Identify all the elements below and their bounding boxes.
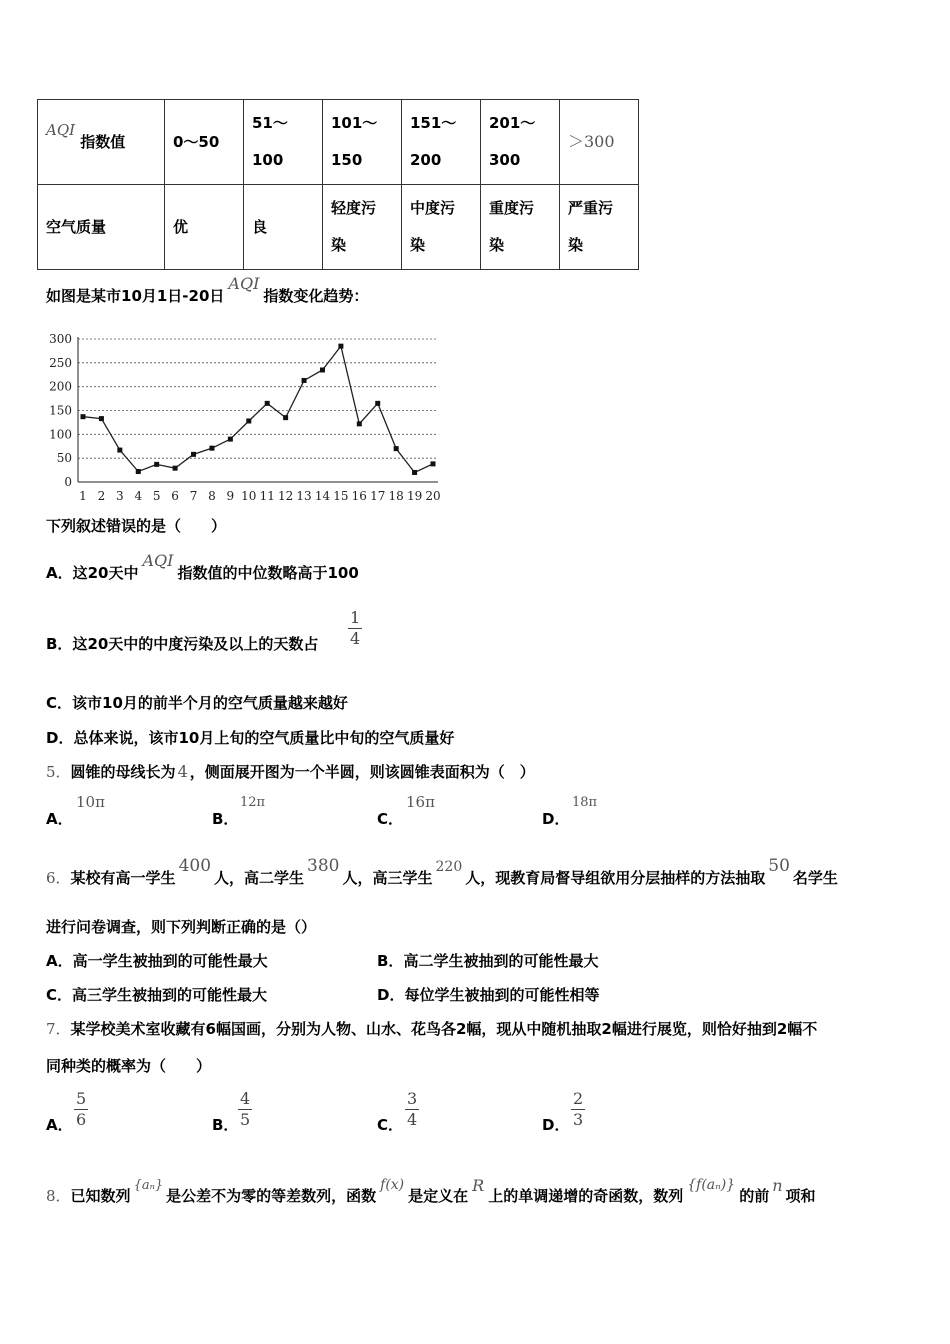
question-number: 8． bbox=[46, 1187, 71, 1205]
table-cell bbox=[402, 100, 481, 185]
question-text: 是公差不为零的等差数列，函数 bbox=[166, 1187, 377, 1205]
question-text: 项和 bbox=[785, 1187, 816, 1205]
y-tick-label: 200 bbox=[49, 379, 72, 394]
table-row bbox=[38, 185, 639, 270]
option-letter: B． bbox=[46, 635, 73, 653]
cell-text: ＞300 bbox=[568, 132, 615, 151]
y-tick-label: 0 bbox=[64, 475, 72, 489]
data-point bbox=[357, 421, 362, 426]
data-point bbox=[99, 416, 104, 421]
cell-text: 201～300 bbox=[489, 114, 536, 169]
data-point bbox=[431, 461, 436, 466]
question-text: 是定义在 bbox=[408, 1187, 469, 1205]
data-point bbox=[228, 437, 233, 442]
question-text: 某学校美术室收藏有6幅国画，分别为人物、山水、花鸟各2幅，现从中随机抽取2幅进行展览，则恰好抽到2幅不 bbox=[70, 1020, 818, 1038]
option-b bbox=[377, 950, 598, 971]
table-cell: 0～50 bbox=[165, 100, 244, 185]
x-tick-label: 15 bbox=[333, 489, 349, 503]
table-cell bbox=[38, 100, 165, 185]
option-c bbox=[46, 692, 348, 713]
data-point bbox=[191, 452, 196, 457]
y-tick-label: 100 bbox=[49, 427, 72, 442]
cell-text: 151～200 bbox=[410, 114, 457, 169]
data-point bbox=[154, 462, 159, 467]
series-line bbox=[83, 346, 433, 472]
x-tick-label: 10 bbox=[241, 489, 257, 503]
option-c bbox=[46, 984, 267, 1005]
option-a bbox=[46, 808, 73, 829]
x-tick-label: 14 bbox=[314, 489, 331, 503]
x-tick-label: 1 bbox=[79, 489, 87, 503]
question-text: 某校有高一学生 bbox=[70, 869, 176, 887]
option-letter: C． bbox=[46, 694, 73, 712]
data-point bbox=[375, 401, 380, 406]
option-text: 高三学生被抽到的可能性最大 bbox=[72, 986, 268, 1004]
table-cell bbox=[560, 100, 639, 185]
cell-text: 101～150 bbox=[331, 114, 378, 169]
table-cell bbox=[402, 185, 481, 270]
math-value: n bbox=[772, 1176, 783, 1195]
math-aqi: AQI bbox=[142, 551, 174, 570]
option-letter: D． bbox=[542, 810, 570, 828]
data-point bbox=[173, 466, 178, 471]
question-5 bbox=[46, 761, 535, 782]
option-d bbox=[377, 984, 599, 1005]
chart-intro bbox=[46, 274, 369, 306]
table-row bbox=[38, 100, 639, 185]
option-d bbox=[542, 1114, 569, 1135]
x-tick-label: 20 bbox=[425, 489, 441, 503]
question-text: 同种类的概率为（ ） bbox=[46, 1057, 212, 1075]
intro-text: 如图是某市10月1日-20日 bbox=[46, 287, 225, 305]
data-point bbox=[136, 469, 141, 474]
x-tick-label: 3 bbox=[116, 489, 124, 503]
option-text: 高一学生被抽到的可能性最大 bbox=[72, 952, 268, 970]
data-point bbox=[246, 418, 251, 423]
option-letter: C． bbox=[46, 986, 73, 1004]
data-point bbox=[338, 344, 343, 349]
option-letter: C． bbox=[377, 1116, 404, 1134]
math-value: R bbox=[472, 1176, 485, 1195]
table-cell: 良 bbox=[244, 185, 323, 270]
option-value: 10π bbox=[76, 793, 105, 811]
x-tick-label: 7 bbox=[189, 489, 198, 503]
question-number: 5． bbox=[46, 763, 71, 781]
table-cell bbox=[323, 185, 402, 270]
data-point bbox=[265, 401, 270, 406]
question-text: 人，现教育局督导组欲用分层抽样的方法抽取 bbox=[465, 869, 766, 887]
option-letter: A． bbox=[46, 952, 73, 970]
option-b bbox=[212, 808, 238, 829]
fraction bbox=[405, 1089, 419, 1130]
option-value: 12π bbox=[240, 795, 266, 810]
fraction-denominator: 4 bbox=[350, 629, 361, 648]
option-value: 18π bbox=[572, 795, 598, 810]
table-cell: 空气质量 bbox=[38, 185, 165, 270]
option-d bbox=[46, 727, 454, 748]
aqi-table bbox=[37, 99, 639, 270]
y-tick-label: 50 bbox=[56, 451, 72, 466]
option-value: 16π bbox=[406, 793, 435, 811]
fraction-denominator: 5 bbox=[240, 1110, 251, 1129]
table-cell-label: 指数值 bbox=[80, 132, 126, 151]
option-c bbox=[377, 1114, 403, 1135]
question-text: 名学生 bbox=[792, 869, 838, 887]
x-tick-label: 2 bbox=[97, 489, 106, 503]
option-letter: A． bbox=[46, 564, 73, 582]
data-point bbox=[412, 470, 417, 475]
math-value: 50 bbox=[768, 856, 790, 876]
x-tick-label: 16 bbox=[351, 489, 367, 503]
table-cell: 51～100 bbox=[244, 100, 323, 185]
option-letter: B． bbox=[377, 952, 404, 970]
option-b bbox=[46, 633, 318, 654]
option-a bbox=[46, 1114, 73, 1135]
option-letter: D． bbox=[542, 1116, 570, 1134]
x-tick-label: 18 bbox=[388, 489, 404, 503]
x-tick-label: 8 bbox=[208, 489, 216, 503]
option-text: 这20天中 bbox=[72, 564, 139, 582]
fraction-numerator: 3 bbox=[407, 1089, 418, 1108]
question-text: 进行问卷调查，则下列判断正确的是（） bbox=[46, 918, 317, 936]
option-letter: A． bbox=[46, 810, 73, 828]
option-letter: B． bbox=[212, 1116, 239, 1134]
fraction-numerator: 2 bbox=[573, 1089, 584, 1108]
data-point bbox=[283, 415, 288, 420]
math-value: 400 bbox=[178, 856, 212, 876]
option-b bbox=[212, 1114, 238, 1135]
question-text: ，侧面展开图为一个半圆，则该圆锥表面积为（ ） bbox=[189, 763, 535, 781]
cell-text: 轻度污染 bbox=[331, 199, 377, 254]
fraction bbox=[74, 1089, 88, 1130]
fraction-denominator: 6 bbox=[76, 1110, 87, 1129]
cell-text: 重度污染 bbox=[489, 199, 535, 254]
x-tick-label: 4 bbox=[134, 489, 143, 503]
option-text: 总体来说，该市10月上旬的空气质量比中旬的空气质量好 bbox=[73, 729, 455, 747]
cell-text: 严重污染 bbox=[568, 199, 614, 254]
x-tick-label: 6 bbox=[171, 489, 179, 503]
question-text: 已知数列 bbox=[70, 1187, 131, 1205]
question-text: 上的单调递增的奇函数，数列 bbox=[488, 1187, 684, 1205]
question-7 bbox=[46, 1018, 817, 1039]
math-value: 220 bbox=[435, 859, 463, 875]
option-text: 该市10月的前半个月的空气质量越来越好 bbox=[72, 694, 348, 712]
data-point bbox=[302, 378, 307, 383]
math-value: 380 bbox=[307, 856, 340, 876]
option-letter: D． bbox=[377, 986, 405, 1004]
fraction-numerator: 1 bbox=[350, 608, 361, 627]
y-tick-label: 150 bbox=[49, 403, 72, 418]
option-letter: A． bbox=[46, 1116, 73, 1134]
fraction bbox=[238, 1089, 252, 1130]
option-text: 每位学生被抽到的可能性相等 bbox=[404, 986, 600, 1004]
question-text: 人，高三学生 bbox=[342, 869, 433, 887]
question-text: 圆锥的母线长为 bbox=[70, 763, 176, 781]
intro-text: 指数变化趋势： bbox=[263, 287, 369, 305]
x-tick-label: 13 bbox=[296, 489, 312, 503]
math-value: {f(aₙ)} bbox=[687, 1177, 736, 1193]
fraction-denominator: 4 bbox=[407, 1110, 418, 1129]
math-aqi: AQI bbox=[46, 120, 76, 139]
question-text: 人，高二学生 bbox=[214, 869, 305, 887]
data-point bbox=[320, 367, 325, 372]
x-tick-label: 17 bbox=[370, 489, 386, 503]
table-cell bbox=[481, 185, 560, 270]
data-point bbox=[117, 448, 122, 453]
option-letter: C． bbox=[377, 810, 404, 828]
table-cell bbox=[323, 100, 402, 185]
fraction bbox=[348, 608, 362, 649]
fraction bbox=[571, 1089, 585, 1130]
option-a bbox=[46, 551, 359, 583]
table-cell bbox=[560, 185, 639, 270]
option-letter: B． bbox=[212, 810, 239, 828]
table-cell: 优 bbox=[165, 185, 244, 270]
fraction-denominator: 3 bbox=[573, 1110, 584, 1129]
x-tick-label: 5 bbox=[152, 489, 161, 503]
y-tick-label: 300 bbox=[49, 332, 72, 346]
data-point bbox=[209, 446, 214, 451]
table-cell bbox=[481, 100, 560, 185]
cell-text: 中度污染 bbox=[410, 199, 456, 254]
x-tick-label: 11 bbox=[259, 489, 275, 503]
aqi-line-chart bbox=[44, 329, 444, 504]
math-value: f(x) bbox=[380, 1177, 405, 1193]
question-text: 的前 bbox=[739, 1187, 770, 1205]
question-number: 6． bbox=[46, 869, 71, 887]
option-letter: D． bbox=[46, 729, 74, 747]
x-tick-label: 19 bbox=[406, 489, 423, 503]
data-point bbox=[394, 446, 399, 451]
math-value: 4 bbox=[177, 762, 188, 781]
question-6 bbox=[46, 856, 838, 888]
fraction-numerator: 4 bbox=[240, 1089, 251, 1108]
question-stem: 下列叙述错误的是（ ） bbox=[46, 517, 227, 535]
data-point bbox=[81, 414, 86, 419]
option-text: 指数值的中位数略高于100 bbox=[177, 564, 359, 582]
math-value: {aₙ} bbox=[133, 1178, 164, 1193]
option-text: 高二学生被抽到的可能性最大 bbox=[403, 952, 599, 970]
option-c bbox=[377, 808, 403, 829]
option-a bbox=[46, 950, 268, 971]
math-aqi: AQI bbox=[228, 274, 260, 293]
fraction-numerator: 5 bbox=[76, 1089, 87, 1108]
question-number: 7． bbox=[46, 1020, 71, 1038]
option-text: 这20天中的中度污染及以上的天数占 bbox=[72, 635, 319, 653]
option-d bbox=[542, 808, 569, 829]
question-8 bbox=[46, 1176, 816, 1206]
x-tick-label: 12 bbox=[277, 489, 294, 503]
x-tick-label: 9 bbox=[226, 489, 235, 503]
y-tick-label: 250 bbox=[49, 355, 72, 370]
